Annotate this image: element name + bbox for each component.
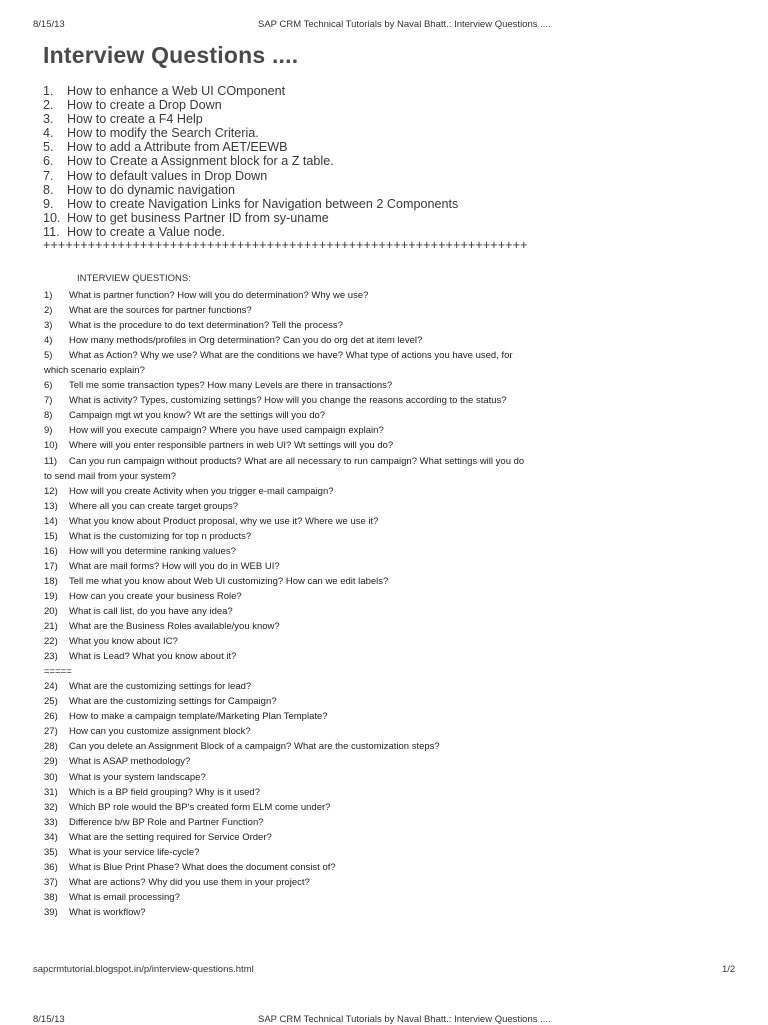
question-text: Which BP role would the BP's created form ELM come under? bbox=[69, 801, 331, 813]
question-item bbox=[44, 709, 604, 724]
question-text: What is the procedure to do text determination? Tell the process? bbox=[69, 320, 343, 332]
topic-text: How to add a Attribute from AET/EEWB bbox=[67, 140, 288, 155]
question-item bbox=[44, 499, 604, 514]
question-item bbox=[44, 785, 604, 800]
question-number: 2) bbox=[44, 305, 53, 317]
question-number: 38) bbox=[44, 891, 58, 903]
question-item bbox=[44, 754, 604, 769]
question-item bbox=[44, 454, 604, 469]
question-item bbox=[44, 875, 604, 890]
question-number: 3) bbox=[44, 320, 53, 332]
topic-text: How to modify the Search Criteria. bbox=[67, 126, 259, 141]
question-text: Where will you enter responsible partners in web UI? Wt settings will you do? bbox=[69, 440, 394, 452]
topic-number: 8. bbox=[43, 182, 54, 197]
question-number: 33) bbox=[44, 816, 58, 828]
question-item bbox=[44, 514, 604, 529]
question-text: What is partner function? How will you do determination? Why we use? bbox=[69, 290, 369, 301]
interview-questions-heading: INTERVIEW QUESTIONS: bbox=[77, 273, 191, 284]
question-text: Can you run campaign without products? What are all necessary to run campaign? What settings will you do bbox=[69, 455, 525, 467]
question-item bbox=[44, 604, 604, 619]
question-number: 19) bbox=[44, 590, 58, 602]
question-number: 26) bbox=[44, 711, 58, 723]
question-number: 5) bbox=[44, 350, 53, 362]
question-text: Where all you can create target groups? bbox=[69, 500, 238, 512]
question-text: What are the customizing settings for Campaign? bbox=[69, 696, 277, 708]
question-item bbox=[44, 739, 604, 754]
question-text: How can you customize assignment block? bbox=[69, 726, 251, 738]
topic-text: How to get business Partner ID from sy-uname bbox=[67, 210, 329, 225]
question-number: 11) bbox=[44, 455, 58, 467]
topic-text: How to default values in Drop Down bbox=[67, 168, 268, 183]
topics-list bbox=[43, 84, 458, 239]
question-item bbox=[44, 800, 604, 815]
question-text: What are the sources for partner functions? bbox=[69, 305, 252, 317]
question-number: 20) bbox=[44, 605, 58, 617]
question-item bbox=[44, 303, 604, 318]
question-item bbox=[44, 484, 604, 499]
question-number: 18) bbox=[44, 575, 58, 587]
topic-item bbox=[43, 225, 458, 239]
question-text: What is ASAP methodology? bbox=[69, 756, 191, 768]
topic-number: 2. bbox=[43, 98, 54, 113]
question-item bbox=[44, 408, 604, 423]
question-text: What is the customizing for top n products? bbox=[69, 530, 252, 542]
question-text: What is email processing? bbox=[69, 891, 180, 903]
question-number: 39) bbox=[44, 906, 58, 918]
question-text: What is Lead? What you know about it? bbox=[69, 651, 237, 663]
question-text: How will you create Activity when you trigger e-mail campaign? bbox=[69, 485, 334, 497]
question-text: What is Blue Print Phase? What does the document consist of? bbox=[69, 861, 336, 873]
question-number: 37) bbox=[44, 876, 58, 888]
topic-item bbox=[43, 84, 458, 98]
topic-number: 7. bbox=[43, 168, 54, 183]
question-number: 29) bbox=[44, 756, 58, 768]
topic-text: How to create a F4 Help bbox=[67, 112, 203, 127]
question-number: 6) bbox=[44, 380, 53, 392]
question-item bbox=[44, 634, 604, 649]
question-number: 9) bbox=[44, 425, 53, 437]
main-title: Interview Questions .... bbox=[43, 42, 299, 68]
question-text: which scenario explain? bbox=[44, 365, 145, 377]
question-number: 31) bbox=[44, 786, 58, 798]
next-page-print-date: 8/15/13 bbox=[33, 1014, 65, 1025]
question-item bbox=[44, 438, 604, 453]
topic-item bbox=[43, 98, 458, 112]
question-number: 21) bbox=[44, 621, 58, 633]
question-item bbox=[44, 724, 604, 739]
question-text: Tell me some transaction types? How many Levels are there in transactions? bbox=[69, 380, 393, 392]
question-text: How will you determine ranking values? bbox=[69, 545, 236, 557]
questions-list bbox=[44, 288, 604, 920]
print-page-title: SAP CRM Technical Tutorials by Naval Bhatt.: Interview Questions .... bbox=[258, 19, 551, 30]
question-text: What is activity? Types, customizing settings? How will you change the reasons according to the status? bbox=[69, 395, 507, 407]
topic-number: 3. bbox=[43, 112, 54, 127]
question-number: 23) bbox=[44, 651, 58, 663]
topic-number: 10. bbox=[43, 210, 61, 225]
topic-text: How to create a Drop Down bbox=[67, 98, 222, 113]
question-item bbox=[44, 529, 604, 544]
question-text: Can you delete an Assignment Block of a campaign? What are the customization steps? bbox=[69, 741, 440, 753]
question-text: Campaign mgt wt you know? Wt are the settings will you do? bbox=[69, 410, 326, 422]
question-number: 7) bbox=[44, 395, 53, 407]
question-number: 4) bbox=[44, 335, 53, 347]
question-number: 16) bbox=[44, 545, 58, 557]
question-number: 35) bbox=[44, 846, 58, 858]
question-item bbox=[44, 559, 604, 574]
page-number: 1/2 bbox=[722, 964, 736, 975]
question-number: 13) bbox=[44, 500, 58, 512]
question-text: What you know about Product proposal, why we use it? Where we use it? bbox=[69, 515, 379, 527]
question-item bbox=[44, 694, 604, 709]
question-number: 24) bbox=[44, 681, 58, 693]
question-text: Tell me what you know about Web UI customizing? How can we edit labels? bbox=[69, 575, 389, 587]
topic-item bbox=[43, 183, 458, 197]
question-item bbox=[44, 348, 604, 363]
separator-line: +++++++++++++++++++++++++++++++++++++++++++++++++++++++++++++++++ bbox=[43, 238, 528, 252]
question-item bbox=[44, 619, 604, 634]
question-item bbox=[44, 649, 604, 664]
question-item bbox=[44, 664, 604, 679]
question-item bbox=[44, 544, 604, 559]
topic-item bbox=[43, 112, 458, 126]
page-url: sapcrmtutorial.blogspot.in/p/interview-questions.html bbox=[33, 964, 254, 975]
question-item bbox=[44, 393, 604, 408]
question-text: How many methods/profiles in Org determination? Can you do org det at item level? bbox=[69, 335, 423, 347]
question-item bbox=[44, 469, 604, 484]
question-item bbox=[44, 890, 604, 905]
topic-number: 9. bbox=[43, 196, 54, 211]
question-item bbox=[44, 845, 604, 860]
question-number: 17) bbox=[44, 560, 58, 572]
topic-item bbox=[43, 140, 458, 154]
topic-number: 1. bbox=[43, 84, 54, 98]
question-text: What is call list, do you have any idea? bbox=[69, 605, 233, 617]
question-item bbox=[44, 589, 604, 604]
question-number: 25) bbox=[44, 696, 58, 708]
question-item bbox=[44, 333, 604, 348]
topic-item bbox=[43, 154, 458, 168]
question-text: Difference b/w BP Role and Partner Function? bbox=[69, 816, 264, 828]
question-text: What are the Business Roles available/you know? bbox=[69, 621, 280, 633]
topic-number: 4. bbox=[43, 126, 54, 141]
question-item bbox=[44, 860, 604, 875]
question-item bbox=[44, 423, 604, 438]
question-number: 22) bbox=[44, 636, 58, 648]
question-text: to send mail from your system? bbox=[44, 470, 176, 482]
topic-text: How to create Navigation Links for Navigation between 2 Components bbox=[67, 196, 459, 211]
question-text: What are actions? Why did you use them in your project? bbox=[69, 876, 310, 888]
question-text: How to make a campaign template/Marketing Plan Template? bbox=[69, 711, 328, 723]
question-item bbox=[44, 830, 604, 845]
question-text: How can you create your business Role? bbox=[69, 590, 242, 602]
question-number: 1) bbox=[44, 290, 53, 301]
topic-item bbox=[43, 126, 458, 140]
question-item bbox=[44, 574, 604, 589]
print-date: 8/15/13 bbox=[33, 19, 65, 30]
question-text: What as Action? Why we use? What are the conditions we have? What type of actions you have used, for bbox=[69, 350, 513, 362]
question-number: 34) bbox=[44, 831, 58, 843]
question-text: What are the customizing settings for lead? bbox=[69, 681, 252, 693]
question-number: 12) bbox=[44, 485, 58, 497]
question-text: What is your service life-cycle? bbox=[69, 846, 200, 858]
question-item bbox=[44, 905, 604, 920]
topic-number: 11. bbox=[43, 224, 60, 239]
question-item bbox=[44, 378, 604, 393]
question-text: What are mail forms? How will you do in WEB UI? bbox=[69, 560, 280, 572]
question-text: How will you execute campaign? Where you have used campaign explain? bbox=[69, 425, 384, 437]
question-number: 15) bbox=[44, 530, 58, 542]
question-item bbox=[44, 363, 604, 378]
question-text: What is your system landscape? bbox=[69, 771, 206, 783]
topic-text: How to do dynamic navigation bbox=[67, 182, 236, 197]
question-text: What is workflow? bbox=[69, 906, 146, 918]
question-number: 27) bbox=[44, 726, 58, 738]
question-number: 28) bbox=[44, 741, 58, 753]
topic-item bbox=[43, 197, 458, 211]
question-number: 10) bbox=[44, 440, 58, 452]
question-item bbox=[44, 815, 604, 830]
question-number: 30) bbox=[44, 771, 58, 783]
question-text: What are the setting required for Service Order? bbox=[69, 831, 272, 843]
question-text: Which is a BP field grouping? Why is it used? bbox=[69, 786, 260, 798]
question-text: What you know about IC? bbox=[69, 636, 178, 648]
topic-number: 5. bbox=[43, 140, 54, 155]
question-item bbox=[44, 770, 604, 785]
question-item bbox=[44, 679, 604, 694]
topic-text: How to create a Value node. bbox=[67, 224, 225, 239]
topic-item bbox=[43, 211, 458, 225]
topic-text: How to enhance a Web UI COmponent bbox=[67, 84, 286, 98]
question-number: 36) bbox=[44, 861, 58, 873]
topic-text: How to Create a Assignment block for a Z table. bbox=[67, 154, 334, 169]
question-item bbox=[44, 318, 604, 333]
question-item bbox=[44, 288, 604, 303]
question-number: 8) bbox=[44, 410, 53, 422]
question-number: 14) bbox=[44, 515, 58, 527]
topic-number: 6. bbox=[43, 154, 54, 169]
next-page-print-title: SAP CRM Technical Tutorials by Naval Bhatt.: Interview Questions .... bbox=[258, 1014, 551, 1025]
question-text: ===== bbox=[44, 666, 72, 678]
question-number: 32) bbox=[44, 801, 58, 813]
topic-item bbox=[43, 169, 458, 183]
